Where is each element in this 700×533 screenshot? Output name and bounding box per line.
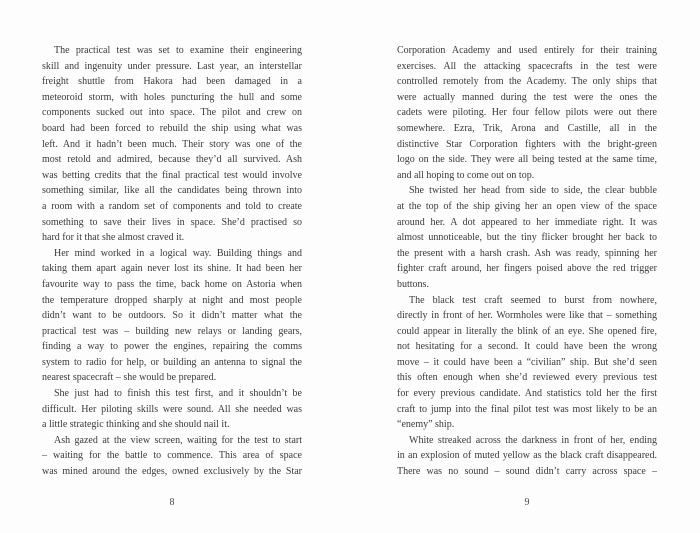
text-line: fighter craft around, her fingers poised above the red trigger (397, 263, 657, 275)
text-line: move – it could have been a “civilian” ship. But she’d seen (397, 356, 657, 368)
text-line: logo on the side. They were all being tested at the same time, (397, 154, 657, 166)
text-line: Her mind worked in a logical way. Building things and (54, 247, 302, 259)
text-line: directly in front of her. Wormholes were like that – something (397, 310, 657, 322)
text-line: left. And it hadn’t been much. Their story was one of the (42, 138, 302, 150)
left-page-number: 8 (169, 497, 175, 508)
text-line: a little strategic thinking and she should nail it. (42, 419, 230, 431)
text-line: distinctive Star Corporation fighters with the bright-green (397, 138, 657, 150)
text-line: the present with a harsh crash. Ash was ready, spinning her (397, 247, 657, 259)
text-line: most retold and admired, because they’d all survived. Ash (42, 154, 302, 166)
text-line: the temperature dropped sharply at night and most people (42, 294, 302, 306)
text-line: around her. A dot appeared to her immediate right. It was (397, 216, 657, 228)
text-line: a room with a random set of components and told to create (42, 200, 302, 212)
text-line: was mined around the edges, owned exclusively by the Star (42, 466, 302, 478)
text-line: freight shuttle from Hakora had been damaged in a (42, 76, 302, 88)
text-line: board had been forced to rebuild the ship using what was (42, 122, 302, 134)
text-line: nearest spacecraft – she would be prepared. (42, 372, 217, 384)
left-page (42, 0, 302, 533)
text-line: difficult. Her piloting skills were sound. All she needed was (42, 403, 302, 415)
text-line: something similar, like all the candidates being thrown into (42, 185, 302, 197)
text-line: hard for it that she almost craved it. (42, 232, 185, 244)
text-line: favourite way to pass the time, back home on Astoria when (42, 278, 302, 290)
text-line: controlled remotely from the Academy. The only ships that (397, 76, 657, 88)
text-line: buttons. (397, 278, 429, 290)
right-page (397, 0, 657, 533)
text-line: “enemy” ship. (397, 419, 455, 431)
text-line: – waiting for the battle to commence. This area of space (42, 450, 302, 462)
text-line: She just had to finish this test first, and it shouldn’t be (54, 388, 302, 400)
text-line: cadets were piloting. Her four fellow pilots were out there (397, 107, 657, 119)
text-line: taking them apart again never lost its shine. It had been her (42, 263, 302, 275)
text-line: this often enough when she’d reviewed every previous test (397, 372, 657, 384)
text-line: in an explosion of muted yellow as the black craft disappeared. (397, 450, 657, 462)
text-line: were actually manned during the test were the ones the (397, 91, 657, 103)
text-line: almost unnoticeable, but the tiny flicker brought her back to (397, 232, 657, 244)
text-line: finding a way to power the engines, repairing the comms (42, 341, 302, 353)
text-line: The practical test was set to examine their engineering (54, 45, 302, 56)
text-line: White streaked across the darkness in front of her, ending (409, 434, 657, 446)
text-line: somewhere. Ezra, Trik, Arona and Castille, all in the (397, 122, 657, 134)
text-line: She twisted her head from side to side, the clear bubble (409, 185, 657, 197)
text-line: didn’t want to be outdoors. So it didn’t matter what the (42, 310, 302, 322)
text-line: There was no sound – sound didn’t carry across space – (397, 466, 657, 478)
text-line: system to radio for help, or building an antenna to signal the (42, 356, 302, 368)
right-page-number: 9 (524, 497, 530, 508)
text-line: components sucked out into space. The pilot and crew on (42, 107, 302, 119)
text-line: could appear in literally the blink of an eye. She opened fire, (397, 325, 657, 337)
right-page-text (397, 43, 657, 480)
text-line: not hesitating for a second. It could have been the wrong (397, 341, 657, 353)
left-page-text (42, 43, 302, 480)
text-line: exercises. All the attacking spacecrafts in the test were (397, 60, 657, 72)
text-line: craft to jump into the final pilot test was most likely to be an (397, 403, 657, 415)
text-line: for every previous candidate. And statistics told her the first (397, 388, 657, 400)
text-line: Corporation Academy and used entirely for their training (397, 45, 657, 56)
text-line: skill and ingenuity under pressure. Last year, an interstellar (42, 60, 302, 72)
text-line: and all hoping to come out on top. (397, 169, 535, 181)
text-line: practical test was – building new relays or landing gears, (42, 325, 302, 337)
text-line: meteoroid storm, with holes puncturing the hull and some (42, 91, 302, 103)
text-line: at the top of the ship giving her an open view of the space (397, 200, 657, 212)
text-line: Ash gazed at the view screen, waiting for the test to start (54, 434, 302, 446)
text-line: was betting credits that the final practical test would involve (42, 169, 302, 181)
text-line: something to save their lives in space. She’d practised so (42, 216, 302, 228)
text-line: The black test craft seemed to burst from nowhere, (409, 294, 657, 306)
